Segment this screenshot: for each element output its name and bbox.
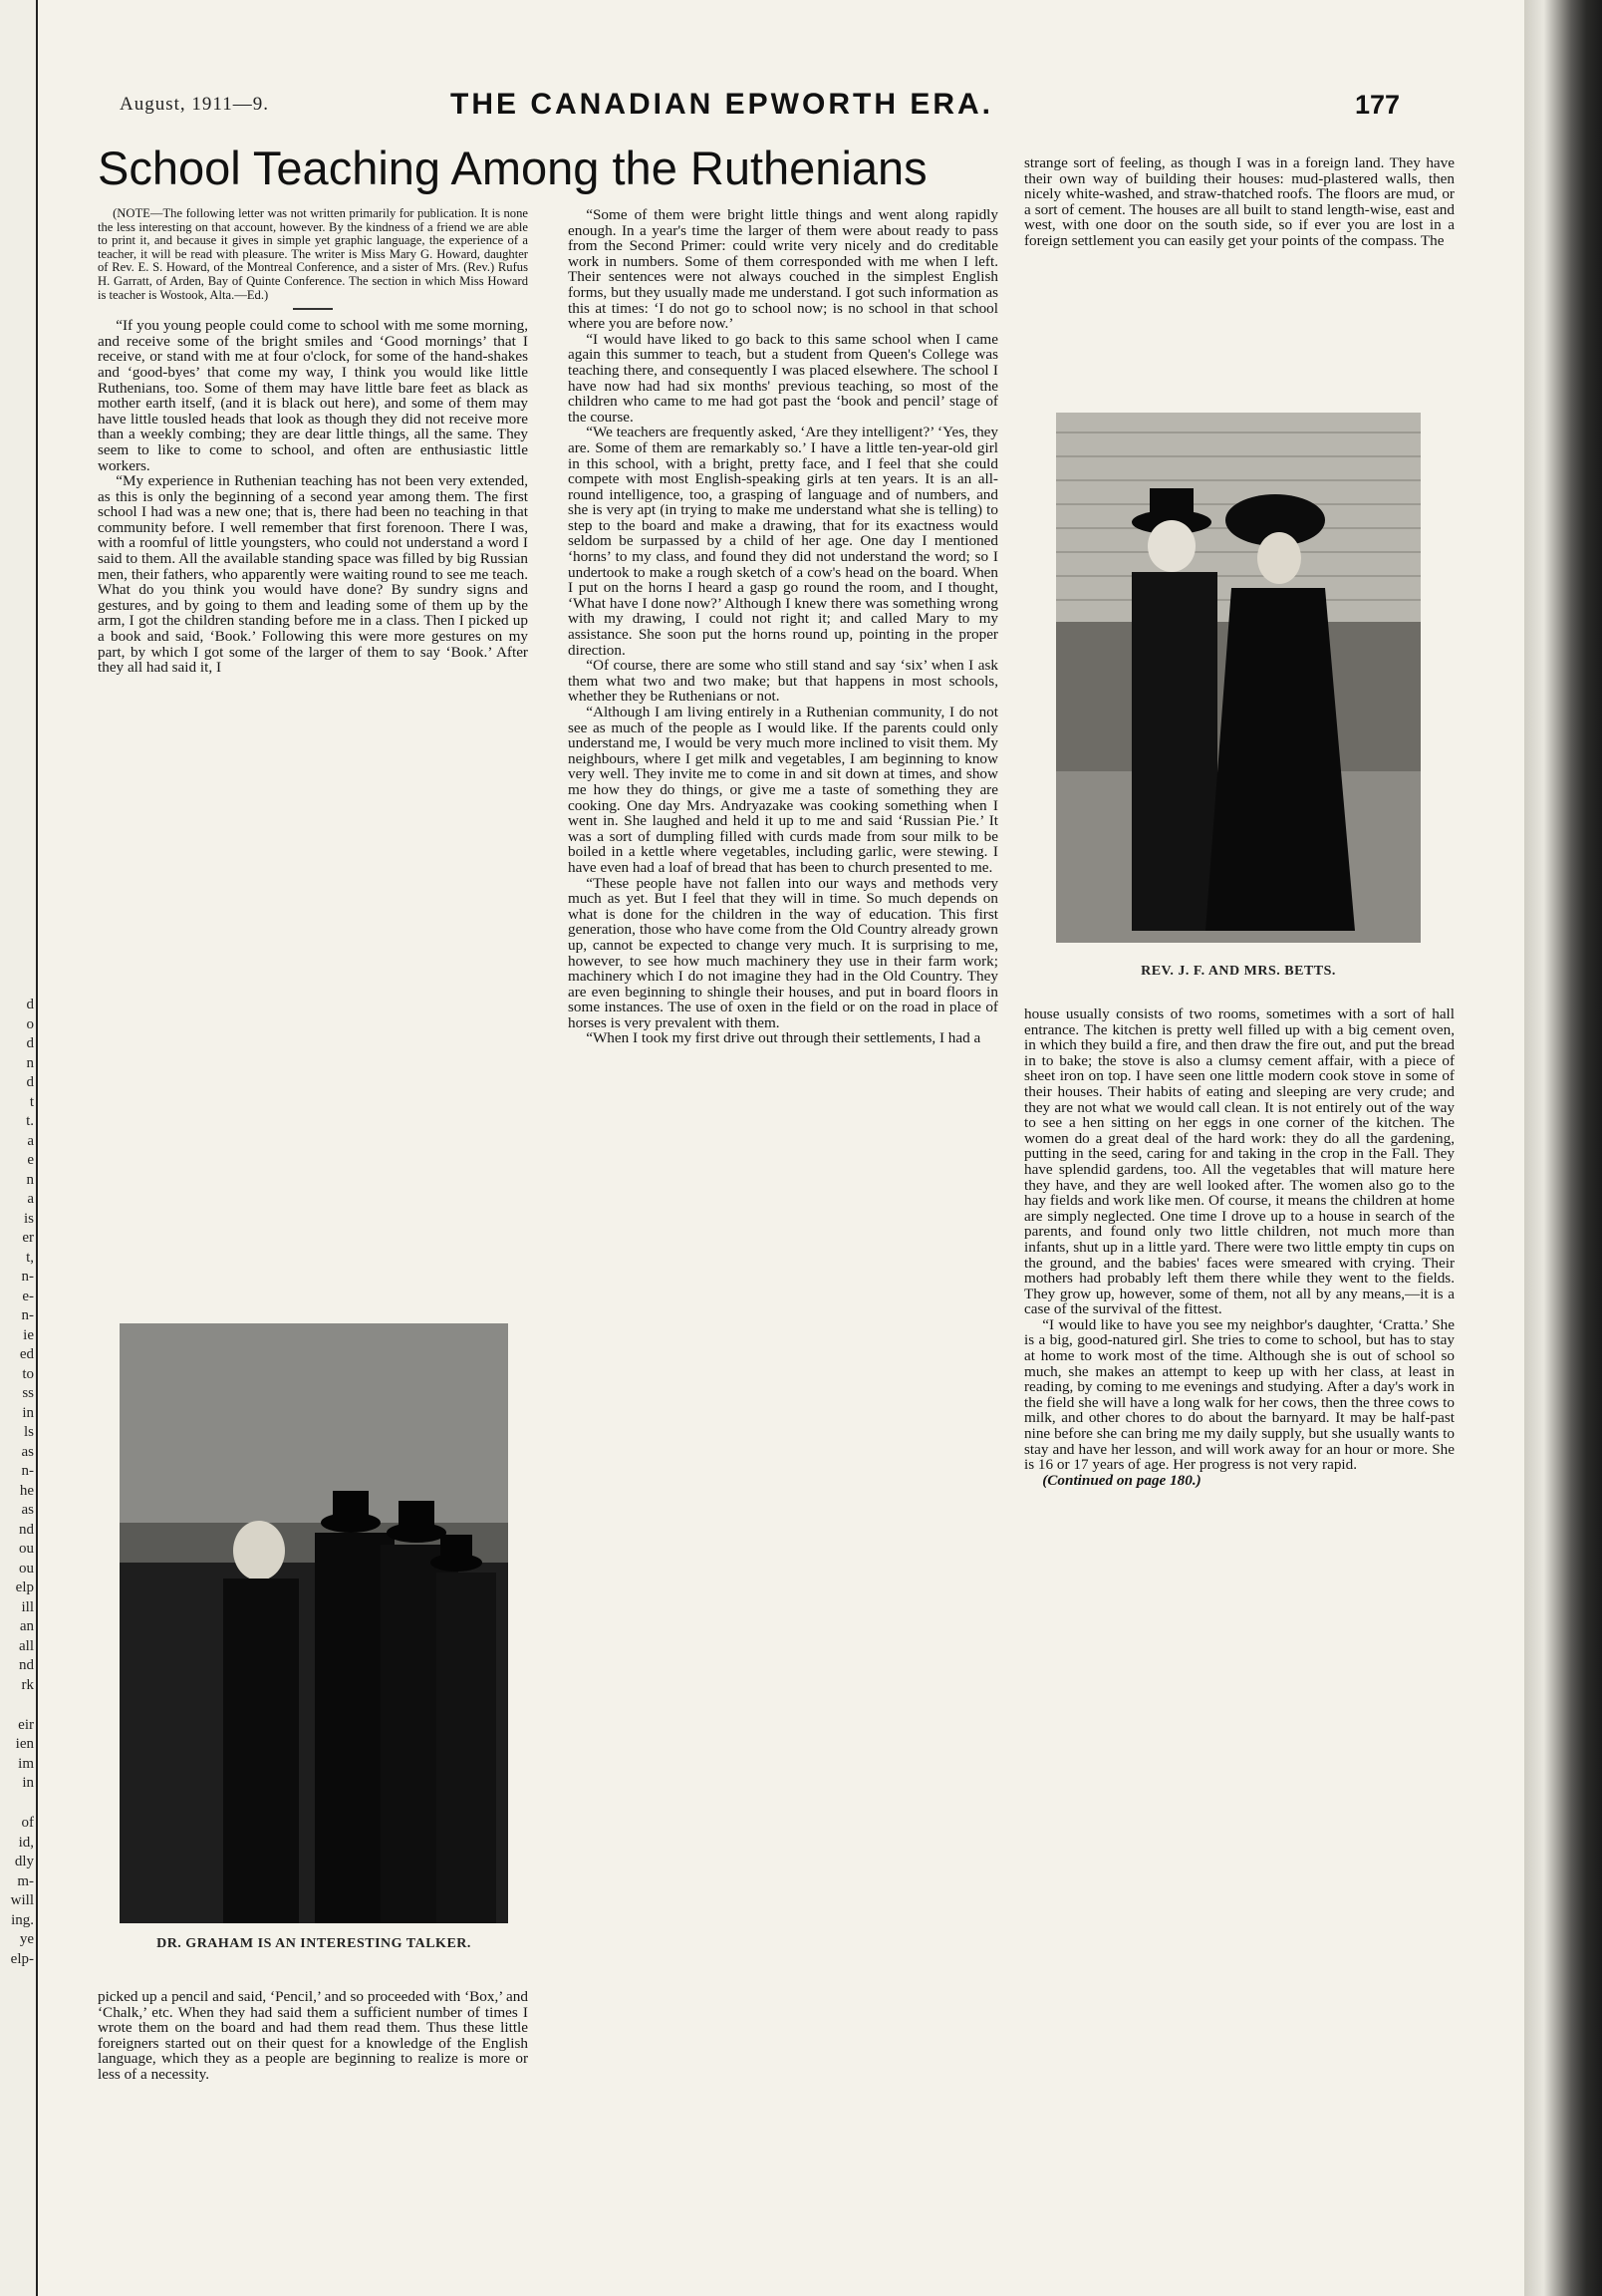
margin-fragment: t. bbox=[26, 1113, 34, 1129]
margin-fragment: ie bbox=[23, 1326, 34, 1343]
margin-fragment: as bbox=[21, 1443, 34, 1460]
margin-fragment: rk bbox=[21, 1676, 34, 1693]
margin-fragment: e bbox=[27, 1152, 34, 1168]
margin-fragment: m- bbox=[17, 1872, 34, 1889]
margin-fragment: he bbox=[19, 1482, 34, 1499]
margin-fragment: ou bbox=[19, 1541, 34, 1557]
column-1-bottom bbox=[98, 1989, 528, 2083]
margin-fragment: ls bbox=[23, 1424, 34, 1440]
margin-fragment: to bbox=[22, 1365, 34, 1382]
issue-date: August, 1911—9. bbox=[120, 94, 269, 115]
publication-title: THE CANADIAN EPWORTH ERA. bbox=[450, 88, 993, 121]
divider-rule bbox=[293, 308, 333, 310]
margin-fragment: d bbox=[26, 1035, 34, 1051]
photo-men-in-hats bbox=[120, 1323, 508, 1923]
margin-fragment: o bbox=[26, 1015, 34, 1032]
paragraph: “If you young people could come to school with me some morning, and receive some of the bright smiles and ‘Good mornings’ that I receive, or stand with me at four o'clock, for some of the hand-shakes and ‘good-byes’ that come my way, I think you would like little Ruthenians, too. Some of them may have little bare feet as black as mother earth itself, (and it is black out here), and some of them may have little tousled heads that look as though they did not receive more than a weekly combing; they are dear little things, all the same. They seem to like to come to school, and often are enthusiastic little workers. bbox=[98, 317, 528, 474]
column-2 bbox=[568, 207, 998, 1046]
margin-fragment: ss bbox=[22, 1385, 34, 1401]
margin-fragment: n- bbox=[21, 1463, 34, 1479]
continued-notice: (Continued on page 180.) bbox=[1042, 1471, 1202, 1489]
article-headline: School Teaching Among the Ruthenians bbox=[98, 142, 928, 194]
margin-fragment: will bbox=[10, 1892, 34, 1908]
margin-fragment: t, bbox=[26, 1249, 34, 1266]
column-1-top bbox=[98, 207, 528, 676]
paragraph: “I would like to have you see my neighbor's daughter, ‘Cratta.’ She is a big, good-natured girl. She tries to come to school, but has to stay at home to work most of the time. Although she is out of school so much, she makes an attempt to keep up with her class, at least in reading, by coming to me evenings and studying. After a day's work in the field she will have a long walk for her cows, then the three cows to milk, and other chores to do about the barnyard. It may be half-past nine before she can bring me my daily supply, but she usually wants to stay and have her lesson, and will work away for an hour or more. She is 16 or 17 years of age. Her progress is not very rapid. bbox=[1024, 1315, 1455, 1474]
paragraph: “I would have liked to go back to this same school when I came again this summer to teach, but a student from Queen's College was teaching there, and consequently I was placed elsewhere. The school I have now had had six months' previous teaching, so most of the children who came to me had got past the ‘book and pencil’ stage of the course. bbox=[568, 330, 998, 426]
margin-fragment: ou bbox=[19, 1560, 34, 1577]
running-head bbox=[38, 88, 1524, 128]
margin-fragment: eir bbox=[18, 1716, 34, 1733]
book-binding-edge bbox=[1524, 0, 1602, 2296]
column-1-body bbox=[98, 318, 528, 676]
paragraph: “Although I am living entirely in a Ruthenian community, I do not see as much of the people as I would like. If the parents could only understand me, I would be very much more inclined to visit them. My neighbours, where I get milk and vegetables, I am beginning to know very well. They invite me to come in and sit down at times, and show me how they do things, or give me a taste of something they are cooking. One day Mrs. Andryazake was cooking something when I went in. She laughed and held it up to me and said ‘Russian Pie.’ It was a sort of dumpling filled with curds made from sour milk to be boiled in a kettle where vegetables, including garlic, were stewing. I have even had a loaf of bread that has been to church presented to me. bbox=[568, 704, 998, 876]
editor-note: (NOTE—The following letter was not written primarily for publication. It is none the less interesting on that account, however. By the kindness of a friend we are able to print it, and because it gives in simple yet graphic language, the experience of a teacher, it will be read with pleasure. The writer is Miss Mary G. Howard, daughter of Rev. E. S. Howard, of the Montreal Conference, and a sister of Mrs. (Rev.) Rufus H. Garratt, of Arden, Bay of Quinte Conference. The section in which Miss Howard is teacher is Wostook, Alta.—Ed.) bbox=[98, 206, 528, 302]
margin-fragment: a bbox=[27, 1132, 34, 1149]
margin-fragment: d bbox=[26, 1074, 34, 1090]
margin-fragment: of bbox=[21, 1815, 34, 1831]
page-number: 177 bbox=[1355, 90, 1401, 120]
margin-fragment: ing. bbox=[11, 1911, 34, 1928]
margin-fragment: id, bbox=[18, 1834, 34, 1851]
margin-fragment: elp bbox=[15, 1579, 34, 1595]
paragraph: picked up a pencil and said, ‘Pencil,’ and so proceeded with ‘Box,’ and ‘Chalk,’ etc. When they had said them a sufficient number of times I wrote them on the board and had them read them. Thus these little foreigners started out on their quest for a knowledge of the English language, which they as a people are beginning to realize is more or less of a necessity. bbox=[98, 1988, 528, 2083]
margin-fragment: e- bbox=[22, 1288, 34, 1304]
photo-dr-graham bbox=[120, 1323, 508, 1923]
margin-fragment: nd bbox=[19, 1657, 34, 1673]
margin-fragment: t bbox=[29, 1093, 34, 1110]
margin-fragment: is bbox=[23, 1210, 34, 1227]
margin-fragment: ye bbox=[19, 1931, 34, 1947]
margin-fragment: a bbox=[27, 1191, 34, 1207]
paragraph: “Of course, there are some who still stand and say ‘six’ when I ask them what two and two make; but that happens in most schools, whether they be Ruthenians or not. bbox=[568, 657, 998, 706]
margin-fragment: d bbox=[26, 997, 34, 1012]
paragraph: “We teachers are frequently asked, ‘Are they intelligent?’ ‘Yes, they are. Some of them are remarkably so.’ I have a little ten-year-old girl in this school, with a bright, pretty face, and I feel that she could compete with most English-speaking girls at ten years. It is an all-round intelligence, too, a grasping of language and of numbers, and she is very apt (in trying to make me understand what she is telling) to step to the board and make a drawing, that for its exactness would seldom be surpassed by a child of her age. One day I mentioned ‘horns’ to my class, and found they did not understand the word; so I undertook to make a rough sketch of a cow's head on the board. When I put on the horns I heard a gasp go round the room, and I thought, ‘What have I done now?’ Although I knew there was something wrong with my drawing, I could not right it; and called Mary to my assistance. She soon put the horns round up, pointing in the proper direction. bbox=[568, 424, 998, 659]
margin-fragment: nd bbox=[19, 1521, 34, 1538]
margin-fragment: dly bbox=[14, 1854, 34, 1869]
margin-fragment: er bbox=[22, 1230, 34, 1246]
margin-fragment: n bbox=[26, 1054, 34, 1071]
margin-fragment: im bbox=[18, 1755, 34, 1772]
paragraph: “My experience in Ruthenian teaching has not been very extended, as this is only the beginning of a second year among them. The first school I had was a new one; that is, there had been no teaching in that community before. I well remember that first forenoon. There I was, with a roomful of little youngsters, who could not understand a word I said to them. All the available standing space was filled by big Russian men, their fathers, who apparently were waiting round to see me teach. What do you think you would have done? By sundry signs and gestures, and by going to them and leading some of them up by the arm, I got the children standing before me in a class. Then I picked up a book and said, ‘Book.’ Following this were more gestures on my part, by which I got some of the larger of them to say ‘Book.’ After they all had said it, I bbox=[98, 472, 528, 677]
photo-couple-portrait bbox=[1056, 413, 1421, 943]
paragraph: house usually consists of two rooms, sometimes with a sort of hall entrance. The kitchen is pretty well filled up with a big cement oven, in which they build a fire, and then draw the fire out, and put the bread in to bake; the stove is also a clumsy cement affair, with a piece of sheet iron on top. I have seen one little modern cook stove in some of their houses. Their habits of eating and sleeping are very crude; and they are not what we would call clean. It is not entirely out of the way to see a hen sitting on her eggs in one corner of the kitchen. The women do a great deal of the hard work: they do all the gardening, putting in the seed, caring for and taking in the crop in the Fall. They have splendid gardens, too. All the vegetables that will mature here they have, and they are well looked after. The women also go to the hay fields and work like men. Of course, it means the children at home are simply neglected. One time I drove up to a house in search of the parents, and found only two little children, not much more than infants, shut up in a little yard. There were two little empty tin cups on the ground, and the babies' faces were smeared with crying. Their mothers had probably left them there while they went to the fields. They grow up, however, some of them, not all by any means,—it is a case of the survival of the fittest. bbox=[1024, 1005, 1455, 1318]
paragraph: “Some of them were bright little things and went along rapidly enough. In a year's time the larger of them were about ready to pass from the Second Primer: could write very nicely and do creditable work in numbers. Some of them corresponded with me when I left. Their sentences were not always couched in the simplest English forms, but they usually made me understand. I got such information as this at times: ‘I do not go to school now; is no school in that school where you are before now.’ bbox=[568, 206, 998, 333]
paragraph: “When I took my first drive out through their settlements, I had a bbox=[586, 1029, 981, 1047]
margin-fragment: elp- bbox=[10, 1950, 34, 1967]
margin-fragment: n- bbox=[21, 1269, 34, 1285]
margin-fragment: in bbox=[22, 1775, 34, 1791]
photo-betts bbox=[1056, 413, 1421, 943]
margin-fragment: ien bbox=[15, 1736, 34, 1752]
column-3-bottom bbox=[1024, 1006, 1455, 1488]
column-3-top bbox=[1024, 155, 1455, 249]
adjacent-page-strip bbox=[0, 0, 38, 2296]
paragraph: strange sort of feeling, as though I was in a foreign land. They have their own way of building their houses: mud-plastered walls, then nicely white-washed, and straw-thatched roofs. The floors are mud, or a sort of cement. The houses are all built to stand length-wise, east and west, with one door on the south side, so if ever you are lost in a foreign settlement you can easily get your points of the compass. The bbox=[1024, 154, 1455, 249]
margin-fragment: ill bbox=[21, 1598, 34, 1615]
margin-fragment: n bbox=[26, 1171, 34, 1188]
newspaper-page bbox=[38, 0, 1524, 2296]
margin-fragment: all bbox=[19, 1637, 34, 1654]
margin-fragment: an bbox=[19, 1618, 34, 1634]
margin-fragment: in bbox=[22, 1404, 34, 1421]
photo-2-caption: REV. J. F. AND MRS. BETTS. bbox=[1141, 964, 1336, 979]
photo-1-caption: DR. GRAHAM IS AN INTERESTING TALKER. bbox=[156, 1936, 471, 1951]
margin-fragment: as bbox=[21, 1502, 34, 1518]
paragraph: “These people have not fallen into our ways and methods very much as yet. But I feel that they will in time. So much depends on what is done for the children in the way of education. This first generation, those who have come from the Old Country already grown up, cannot be expected to change very much. It is surprising to me, however, to see how much machinery they use in their farm work; machinery which I do not imagine they had in the Old Country. They are even beginning to shingle their houses, and put in board floors in some instances. The use of oxen in the field or on the road in place of horses is very prevalent with them. bbox=[568, 874, 998, 1031]
margin-fragment: n- bbox=[21, 1307, 34, 1323]
margin-fragment: ed bbox=[19, 1346, 34, 1362]
